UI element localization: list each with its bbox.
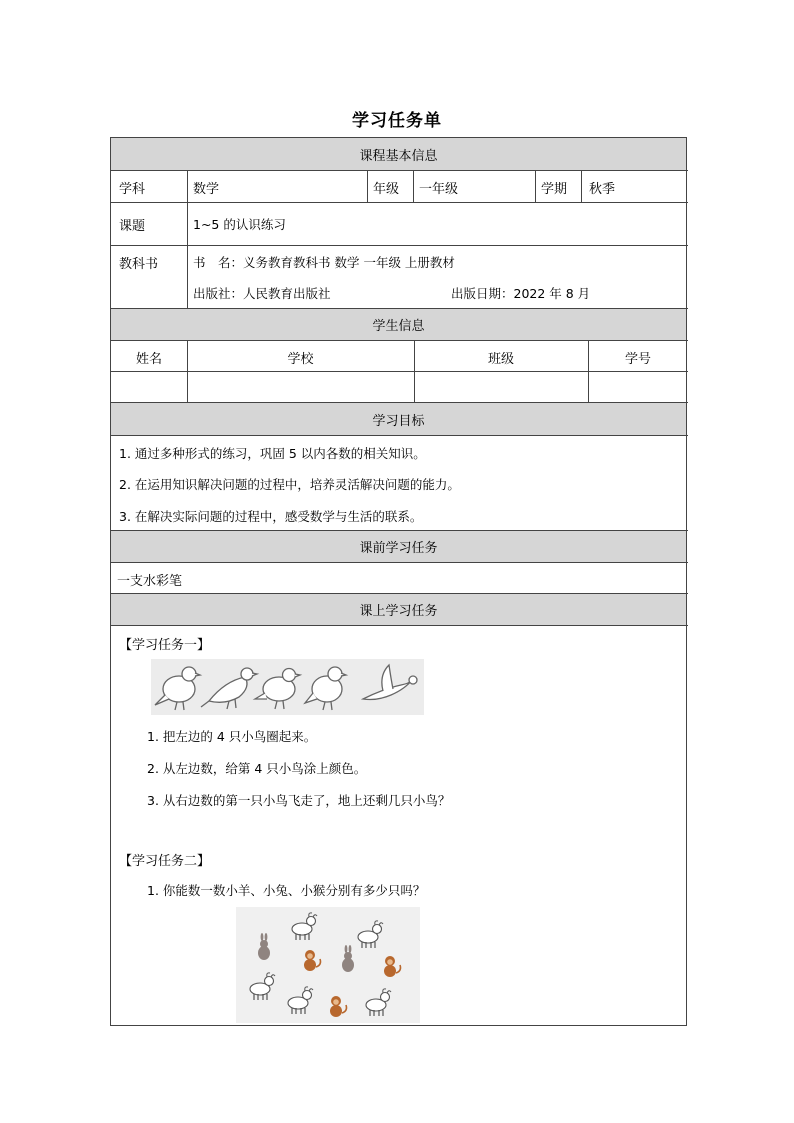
animals-svg: [236, 907, 420, 1023]
objective-item: 2. 在运用知识解决问题的过程中，培养灵活解决问题的能力。: [119, 477, 460, 492]
grade-label: 年级: [373, 182, 400, 197]
divider: [111, 245, 688, 246]
divider: [111, 202, 688, 203]
student-id-input-cell[interactable]: [589, 372, 687, 402]
divider: [111, 170, 688, 171]
goat-icon: [250, 973, 275, 1000]
monkey-icon: [330, 996, 347, 1017]
divider: [187, 170, 188, 308]
bird-icon: [201, 668, 257, 709]
class-input-cell[interactable]: [415, 372, 588, 402]
grade-value: 一年级: [419, 182, 459, 197]
objective-item: 1. 通过多种形式的练习，巩固 5 以内各数的相关知识。: [119, 446, 426, 461]
bird-icon: [255, 669, 300, 710]
divider: [413, 170, 414, 202]
textbook-label: 教科书: [119, 257, 159, 272]
task2-title: 【学习任务二】: [119, 854, 211, 869]
divider: [367, 170, 368, 202]
topic-label: 课题: [119, 219, 146, 234]
course-info-header: 课程基本信息: [111, 138, 686, 170]
in-class-header: 课上学习任务: [111, 594, 686, 625]
objectives-header: 学习目标: [111, 403, 686, 435]
divider: [111, 435, 688, 436]
col-name: 姓名: [135, 352, 162, 367]
divider: [111, 625, 688, 626]
task1-item: 3. 从右边数的第一只小鸟飞走了，地上还剩几只小鸟？: [147, 793, 451, 808]
goat-icon: [292, 913, 317, 940]
task-sheet-table: [110, 137, 687, 1026]
task1-item: 1. 把左边的 4 只小鸟圈起来。: [147, 729, 317, 744]
divider: [581, 170, 582, 202]
goat-icon: [366, 989, 391, 1016]
col-student-id: 学号: [624, 352, 651, 367]
birds-illustration: [151, 659, 424, 715]
divider: [535, 170, 536, 202]
student-info-header: 学生信息: [111, 309, 686, 340]
goat-icon: [358, 921, 383, 948]
term-value: 秋季: [589, 182, 616, 197]
animals-illustration: [236, 907, 420, 1023]
term-label: 学期: [541, 182, 568, 197]
name-input-cell[interactable]: [111, 372, 187, 402]
goat-icon: [288, 987, 313, 1014]
subject-value: 数学: [193, 182, 220, 197]
rabbit-icon: [258, 933, 270, 960]
topic-value: 1~5 的认识练习: [193, 217, 286, 232]
divider: [111, 340, 688, 341]
rabbit-icon: [342, 945, 354, 972]
task2-item: 1. 你能数一数小羊、小兔、小猴分别有多少只吗？: [147, 883, 426, 898]
book-name: 书 名：义务教育教科书 数学 一年级 上册教材: [193, 255, 455, 270]
bird-icon: [305, 667, 346, 710]
col-class: 班级: [487, 352, 514, 367]
col-school: 学校: [287, 352, 314, 367]
objective-item: 3. 在解决实际问题的过程中，感受数学与生活的联系。: [119, 509, 423, 524]
subject-label: 学科: [119, 182, 146, 197]
school-input-cell[interactable]: [188, 372, 414, 402]
birds-svg: [151, 659, 424, 715]
bird-icon: [155, 667, 200, 710]
divider: [111, 562, 688, 563]
publisher: 出版社：人民教育出版社: [193, 286, 331, 301]
publish-date: 出版日期：2022 年 8 月: [451, 286, 591, 301]
task1-title: 【学习任务一】: [119, 638, 211, 653]
task1-item: 2. 从左边数，给第 4 只小鸟涂上颜色。: [147, 761, 367, 776]
monkey-icon: [304, 950, 321, 971]
pre-class-content: 一支水彩笔: [117, 574, 183, 589]
pre-class-header: 课前学习任务: [111, 531, 686, 562]
page-title: 学习任务单: [352, 111, 442, 131]
bird-flying-icon: [363, 665, 417, 700]
monkey-icon: [384, 956, 401, 977]
